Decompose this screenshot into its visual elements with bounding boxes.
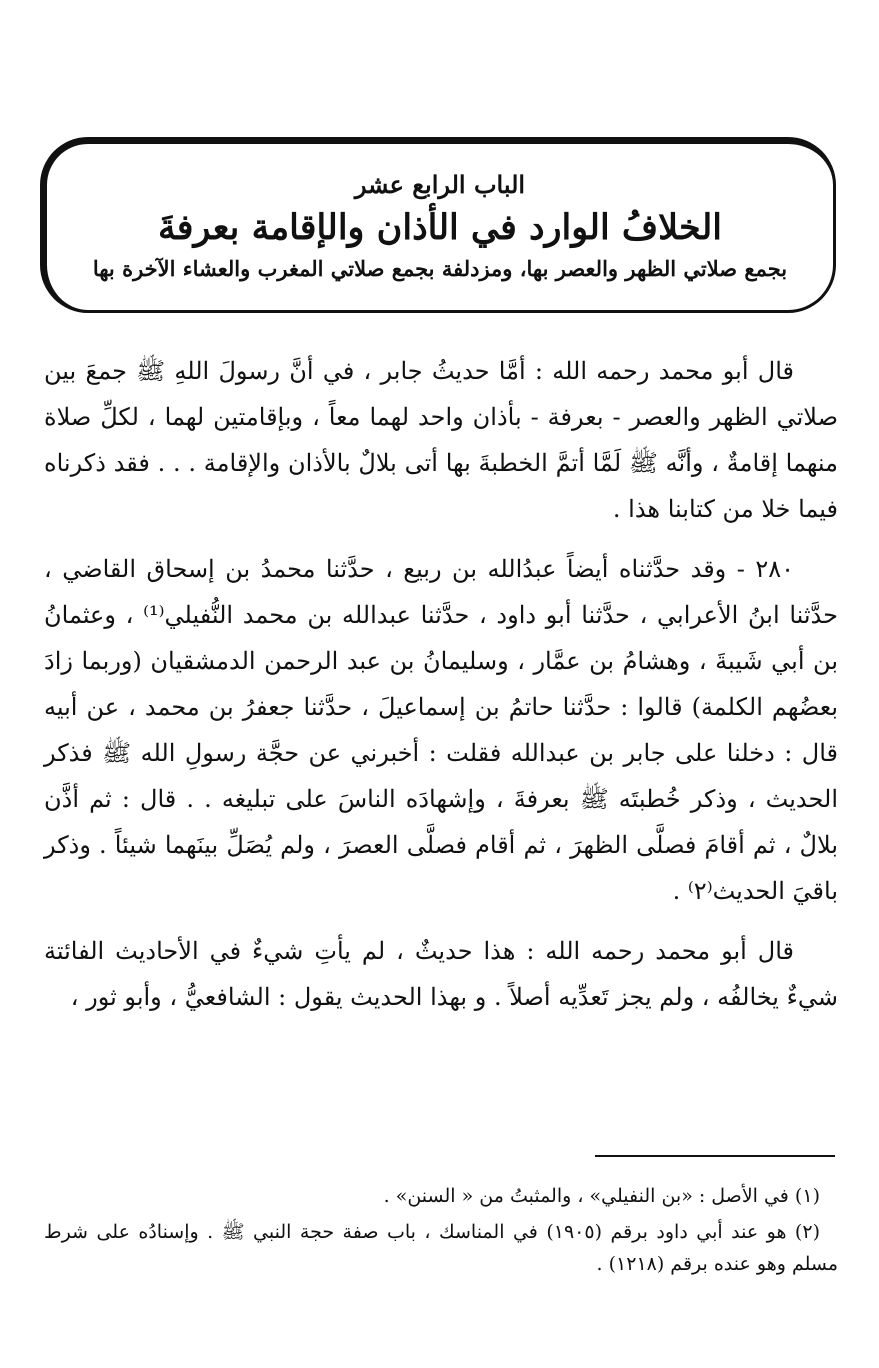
paragraph-1: قال أبو محمد رحمه الله : أمَّا حديثُ جابر ، في أنَّ رسولَ اللهِ ﷺ جمعَ بين صلاتي الظهر والعصر - بعرفة - بأذان واحد لهما معاً ، وبإقامتين لهما ، لكلِّ صلاة منهما إقامةٌ ، وأنَّه ﷺ لَمَّا أتمَّ الخطبةَ بها أتى بلالٌ بالأذان والإقامة . . . فقد ذكرناه فيما خلا من كتابنا هذا .	[44, 357, 838, 523]
chapter-header-frame	[40, 137, 836, 313]
chapter-title: الخلافُ الوارد في الأذان والإقامة بعرفةَ	[157, 207, 723, 248]
paragraph-2-hadith-280: ٢٨٠ - وقد حدَّثناه أيضاً عبدُالله بن ربيع ، حدَّثنا محمدُ بن إسحاق القاضي ، حدَّثنا ابنُ الأعرابي ، حدَّثنا أبو داود ، حدَّثنا عبدالله بن محمد النُّفيلي⁽¹⁾ ، وعثمانُ بن أبي شَيبةَ ، وهشامُ بن عمَّار ، وسليمانُ بن عبد الرحمن الدمشقيان (وربما زادَ بعضُهم الكلمة) قالوا : حدَّثنا حاتمُ بن إسماعيلَ ، حدَّثنا جعفرُ بن محمد ، عن أبيه قال : دخلنا على جابر بن عبدالله فقلت : أخبرني عن حجَّة رسولِ الله ﷺ فذكر الحديث ، وذكر خُطبتَه ﷺ بعرفةَ ، وإشهادَه الناسَ على تبليغه . . قال : ثم أذَّن بلالٌ ، ثم أقامَ فصلَّى الظهرَ ، ثم أقام فصلَّى العصرَ ، ولم يُصَلِّ بينَهما شيئاً . وذكر باقيَ الحديث⁽٢⁾ .	[44, 555, 838, 905]
chapter-number: الباب الرابع عشر	[354, 170, 526, 199]
footnote-2: (٢) هو عند أبي داود برقم (١٩٠٥) في المناسك ، باب صفة حجة النبي ﷺ . وإسنادُه على شرط مسلم وهو عنده برقم (١٢١٨) .	[44, 1221, 838, 1275]
footnote-1: (١) في الأصل : «بن النفيلي» ، والمثبتُ من « السنن» .	[383, 1185, 820, 1207]
paragraph-3: قال أبو محمد رحمه الله : هذا حديثٌ ، لم يأتِ شيءٌ في الأحاديث الفائتة شيءٌ يخالفُه ، ولم يجز تَعدِّيه أصلاً . و بهذا الحديث يقول : الشافعيُّ ، وأبو ثور ،	[44, 937, 838, 1011]
footnotes	[44, 1180, 838, 1280]
footnote-divider	[595, 1155, 835, 1157]
main-text	[44, 348, 838, 1020]
chapter-subtitle: بجمع صلاتي الظهر والعصر بها، ومزدلفة بجمع صلاتي المغرب والعشاء الآخرة بها	[92, 256, 788, 281]
